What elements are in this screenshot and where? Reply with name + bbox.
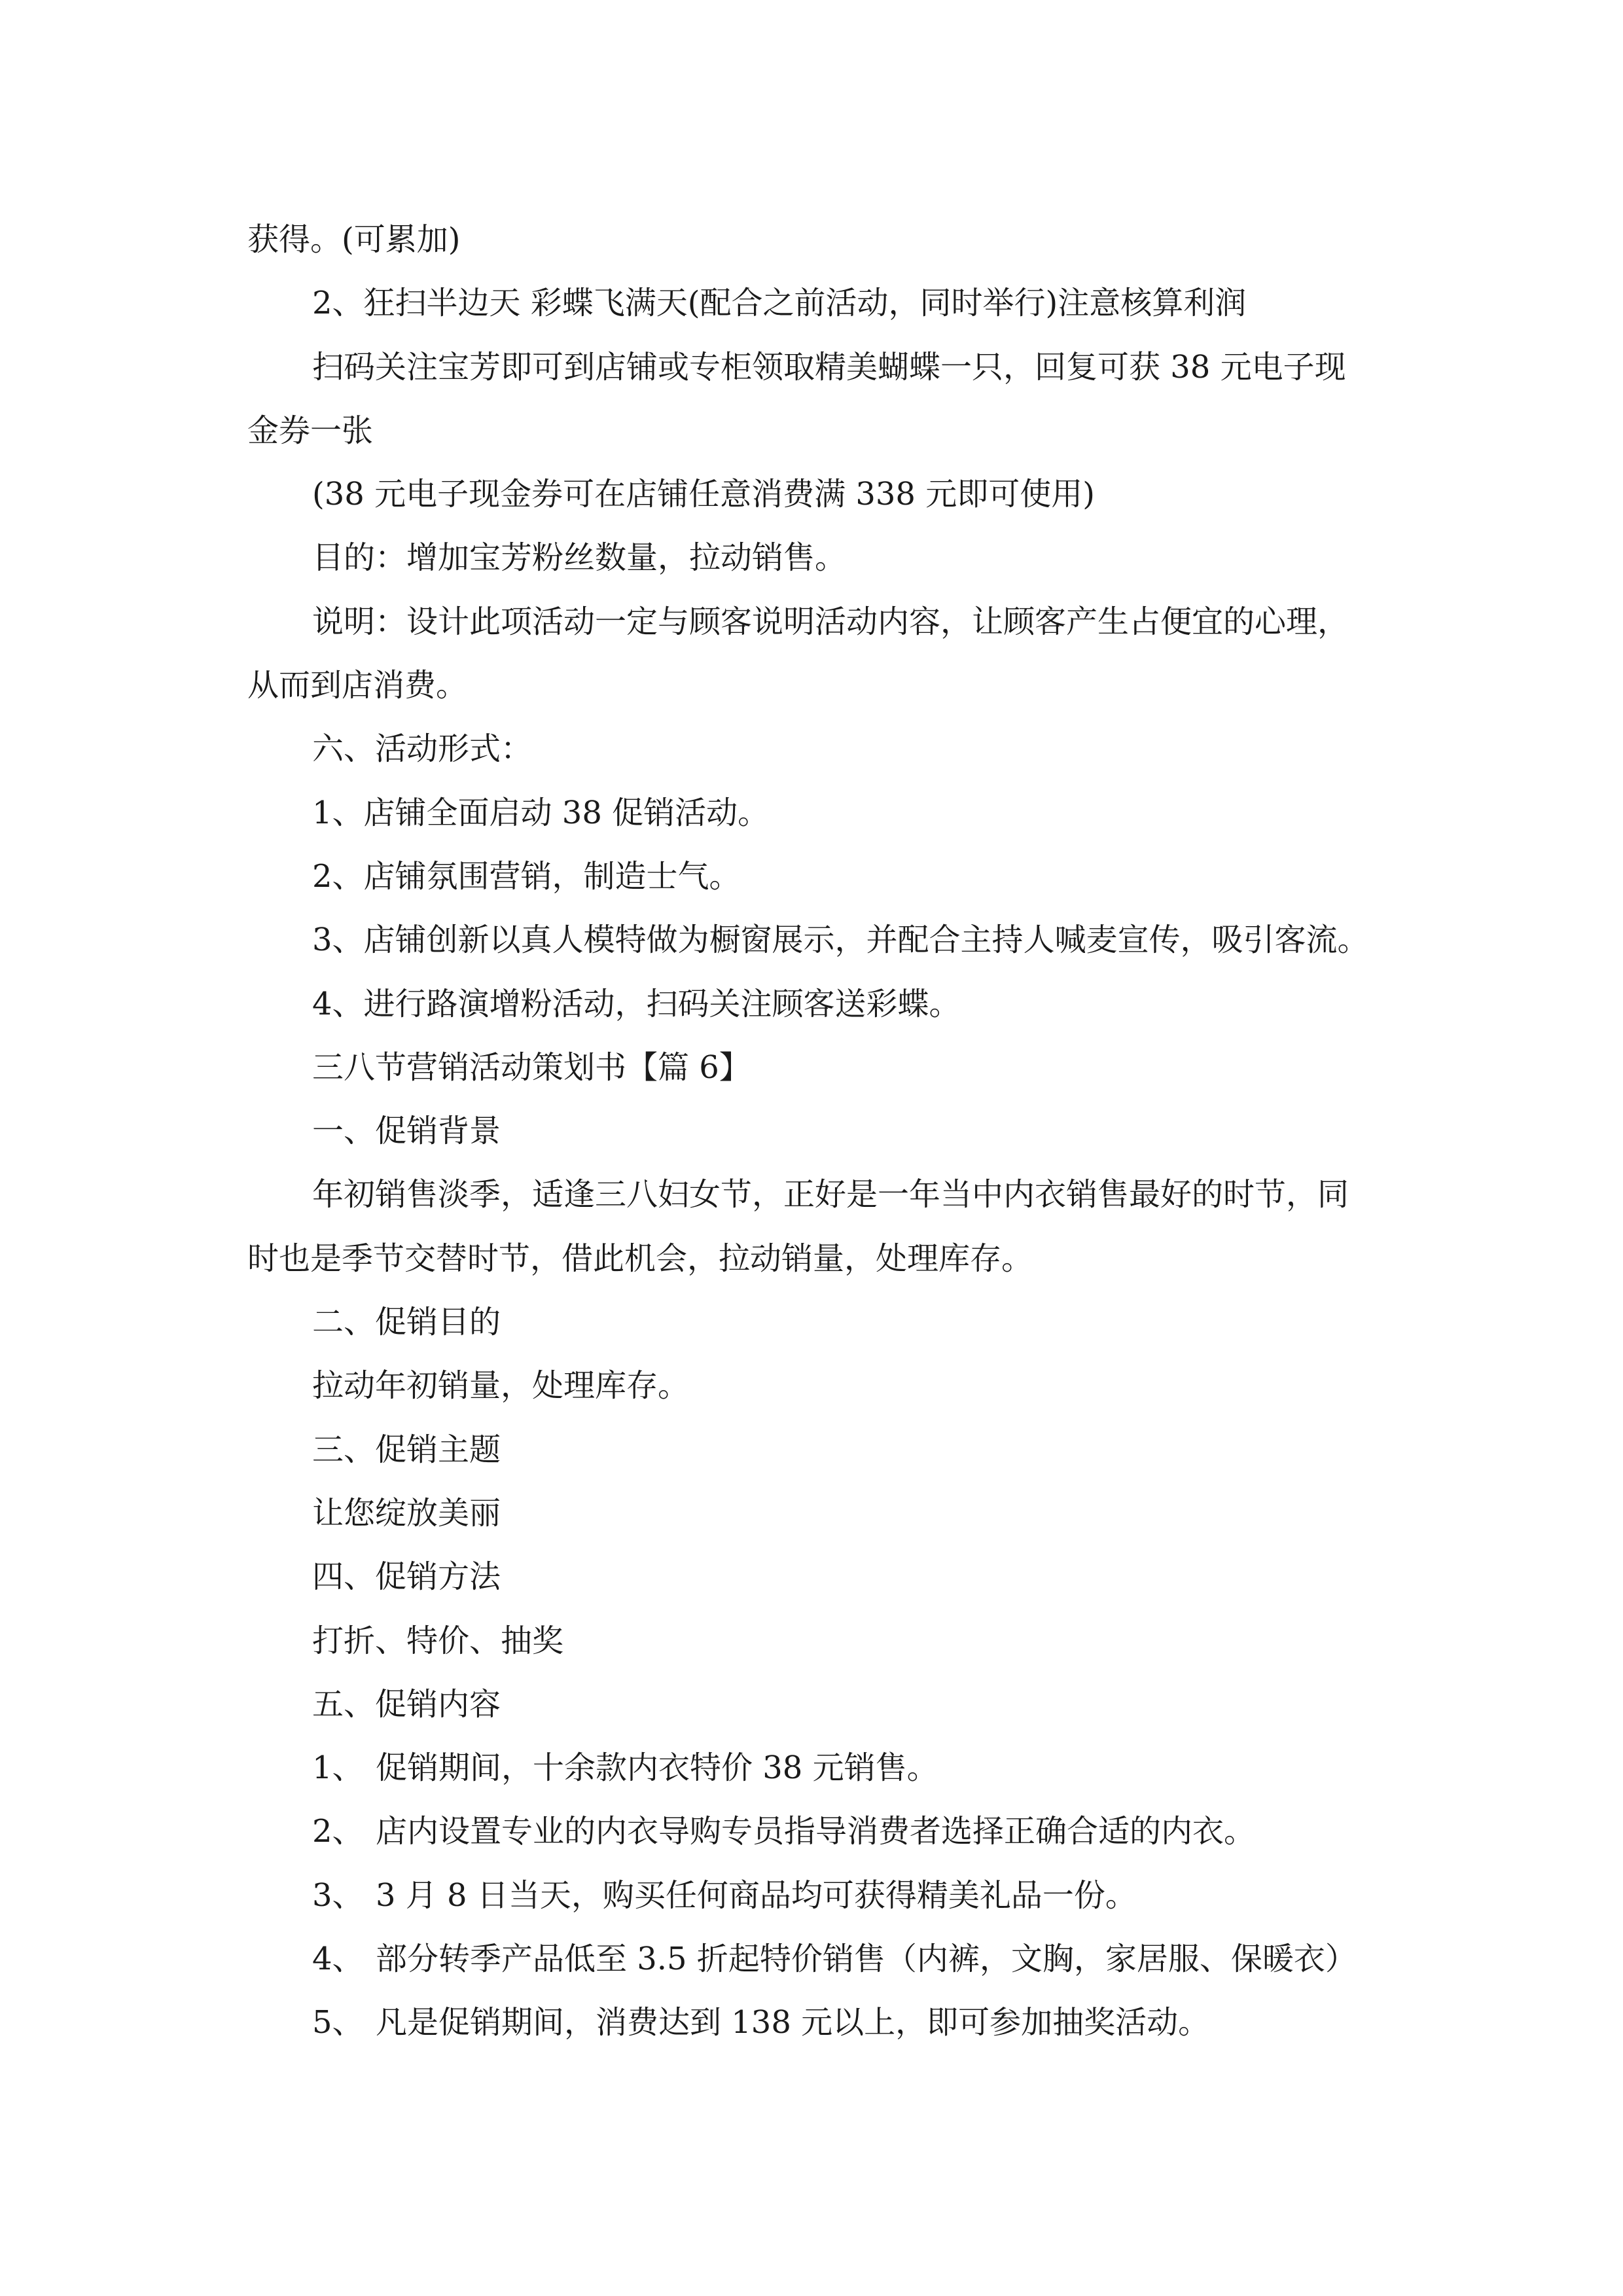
text-line: 四、促销方法: [312, 1558, 501, 1596]
list-item-text: 店内设置专业的内衣导购专员指导消费者选择正确合适的内衣。: [376, 1813, 1256, 1850]
text-line: 4、进行路演增粉活动，扫码关注顾客送彩蝶。: [312, 985, 961, 1022]
list-number: 2、: [312, 1813, 364, 1850]
text-line: 让您绽放美丽: [312, 1494, 501, 1532]
list-number: 5、: [312, 2004, 364, 2041]
text-line: 六、活动形式：: [312, 730, 533, 768]
list-item-text: 促销期间，十余款内衣特价 38 元销售。: [376, 1749, 938, 1787]
list-item-text: 3 月 8 日当天，购买任何商品均可获得精美礼品一份。: [376, 1876, 1137, 1914]
text-line: 三八节营销活动策划书【篇 6】: [312, 1049, 751, 1086]
list-number: 3、: [312, 1876, 364, 1914]
text-line: 2、狂扫半边天 彩蝶飞满天(配合之前活动，同时举行)注意核算利润: [312, 285, 1247, 322]
text-line: 三、促销主题: [312, 1431, 501, 1468]
text-line: 1、店铺全面启动 38 促销活动。: [312, 794, 770, 831]
text-line: 拉动年初销量，处理库存。: [312, 1367, 690, 1405]
text-line: 五、促销内容: [312, 1685, 501, 1723]
text-line: [247, 1864, 1399, 1928]
text-line: 获得。(可累加): [247, 221, 461, 258]
text-line: 打折、特价、抽奖: [312, 1622, 564, 1659]
text-line: 扫码关注宝芳即可到店铺或专柜领取精美蝴蝶一只，回复可获 38 元电子现: [312, 348, 1346, 386]
document-body: [247, 208, 1399, 2055]
text-line: [247, 1800, 1399, 1863]
text-line: 目的：增加宝芳粉丝数量，拉动销售。: [312, 539, 847, 577]
text-line: 从而到店消费。: [247, 667, 468, 704]
text-line: 一、促销背景: [312, 1113, 501, 1150]
text-line: 时也是季节交替时节，借此机会，拉动销量，处理库存。: [247, 1240, 1033, 1277]
list-item-text: 部分转季产品低至 3.5 折起特价销售（内裤，文胸，家居服、保暖衣）: [376, 1941, 1357, 1978]
text-line: 2、店铺氛围营销，制造士气。: [312, 857, 741, 895]
text-line: 说明：设计此项活动一定与顾客说明活动内容，让顾客产生占便宜的心理，: [312, 603, 1349, 640]
list-number: 4、: [312, 1941, 364, 1978]
text-line: [247, 1928, 1399, 1991]
text-line: [247, 1736, 1399, 1800]
text-line: 年初销售淡季，适逢三八妇女节，正好是一年当中内衣销售最好的时节，同: [312, 1176, 1349, 1213]
text-line: 二、促销目的: [312, 1304, 501, 1341]
text-line: 金券一张: [247, 412, 374, 449]
list-item-text: 凡是促销期间，消费达到 138 元以上，即可参加抽奖活动。: [376, 2004, 1210, 2041]
list-number: 1、: [312, 1749, 364, 1787]
text-line: 3、店铺创新以真人模特做为橱窗展示，并配合主持人喊麦宣传，吸引客流。: [312, 922, 1369, 959]
text-line: (38 元电子现金券可在店铺任意消费满 338 元即可使用): [312, 476, 1095, 513]
text-line: [247, 1991, 1399, 2054]
